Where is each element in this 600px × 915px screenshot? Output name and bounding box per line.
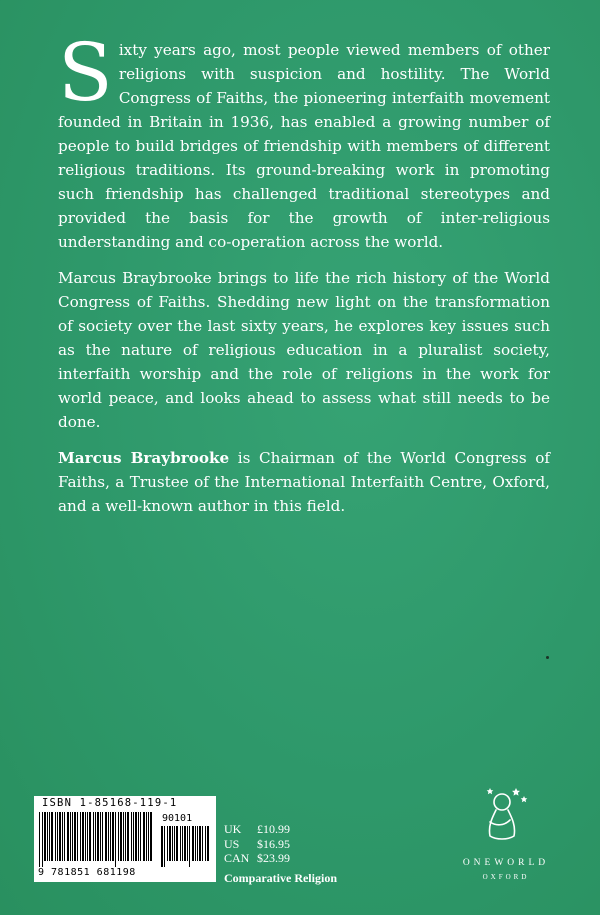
author-bio (58, 446, 550, 518)
blurb-paragraph-1 (58, 26, 550, 254)
oneworld-figure-icon (470, 780, 540, 850)
price-list (224, 822, 290, 866)
price-amount: $16.95 (257, 836, 290, 851)
author-name: Marcus Braybrooke (58, 449, 230, 467)
price-amount: $23.99 (257, 851, 290, 865)
price-country: US (224, 836, 240, 851)
author-bio-text: is Chairman of the World Congress of Faiths, a Trustee of the International Interfaith Centre, Oxford, and a well-known author in this field. (58, 449, 551, 515)
barcode-box (34, 796, 216, 882)
publisher-name: ONEWORLD (462, 858, 550, 868)
price-row-uk (224, 822, 290, 837)
blurb-paragraph-1-text: ixty years ago, most people viewed members of other religions with suspicion and hostility. The World Congress of Faiths, the pioneering interfaith movement founded in Britain in 1936, has enabled a growing number of people to build bridges of friendship with members of different religious traditions. Its ground-breaking work in promoting such friendship has challenged traditional stereotypes and provided the basis for the growth of inter-religious understanding and co-operation across the world. (58, 41, 550, 251)
publisher-city: OXFORD (482, 873, 530, 881)
back-cover-blurb (58, 26, 551, 530)
price-row-can (224, 851, 290, 866)
print-speck (546, 656, 549, 659)
price-code-label: 90101 (162, 813, 193, 824)
price-amount: £10.99 (257, 822, 290, 836)
ean-digits: 9 781851 681198 (38, 867, 136, 878)
price-country: UK (224, 822, 242, 836)
addon-barcode (160, 826, 212, 867)
category-label: Comparative Religion (224, 871, 337, 885)
price-row-us (224, 837, 290, 852)
price-country: CAN (224, 851, 250, 865)
isbn-label: ISBN 1-85168-119-1 (42, 797, 178, 809)
drop-cap: S (58, 26, 113, 119)
blurb-paragraph-2: Marcus Braybrooke brings to life the rich history of the World Congress of Faiths. Shedding new light on the transformation of society over the last sixty years, he explores key issues such as the nature of religious education in a pluralist society, interfaith worship and the role of religions in the work for world peace, and looks ahead to assess what still needs to be done. (58, 269, 550, 431)
ean-barcode (38, 812, 156, 867)
